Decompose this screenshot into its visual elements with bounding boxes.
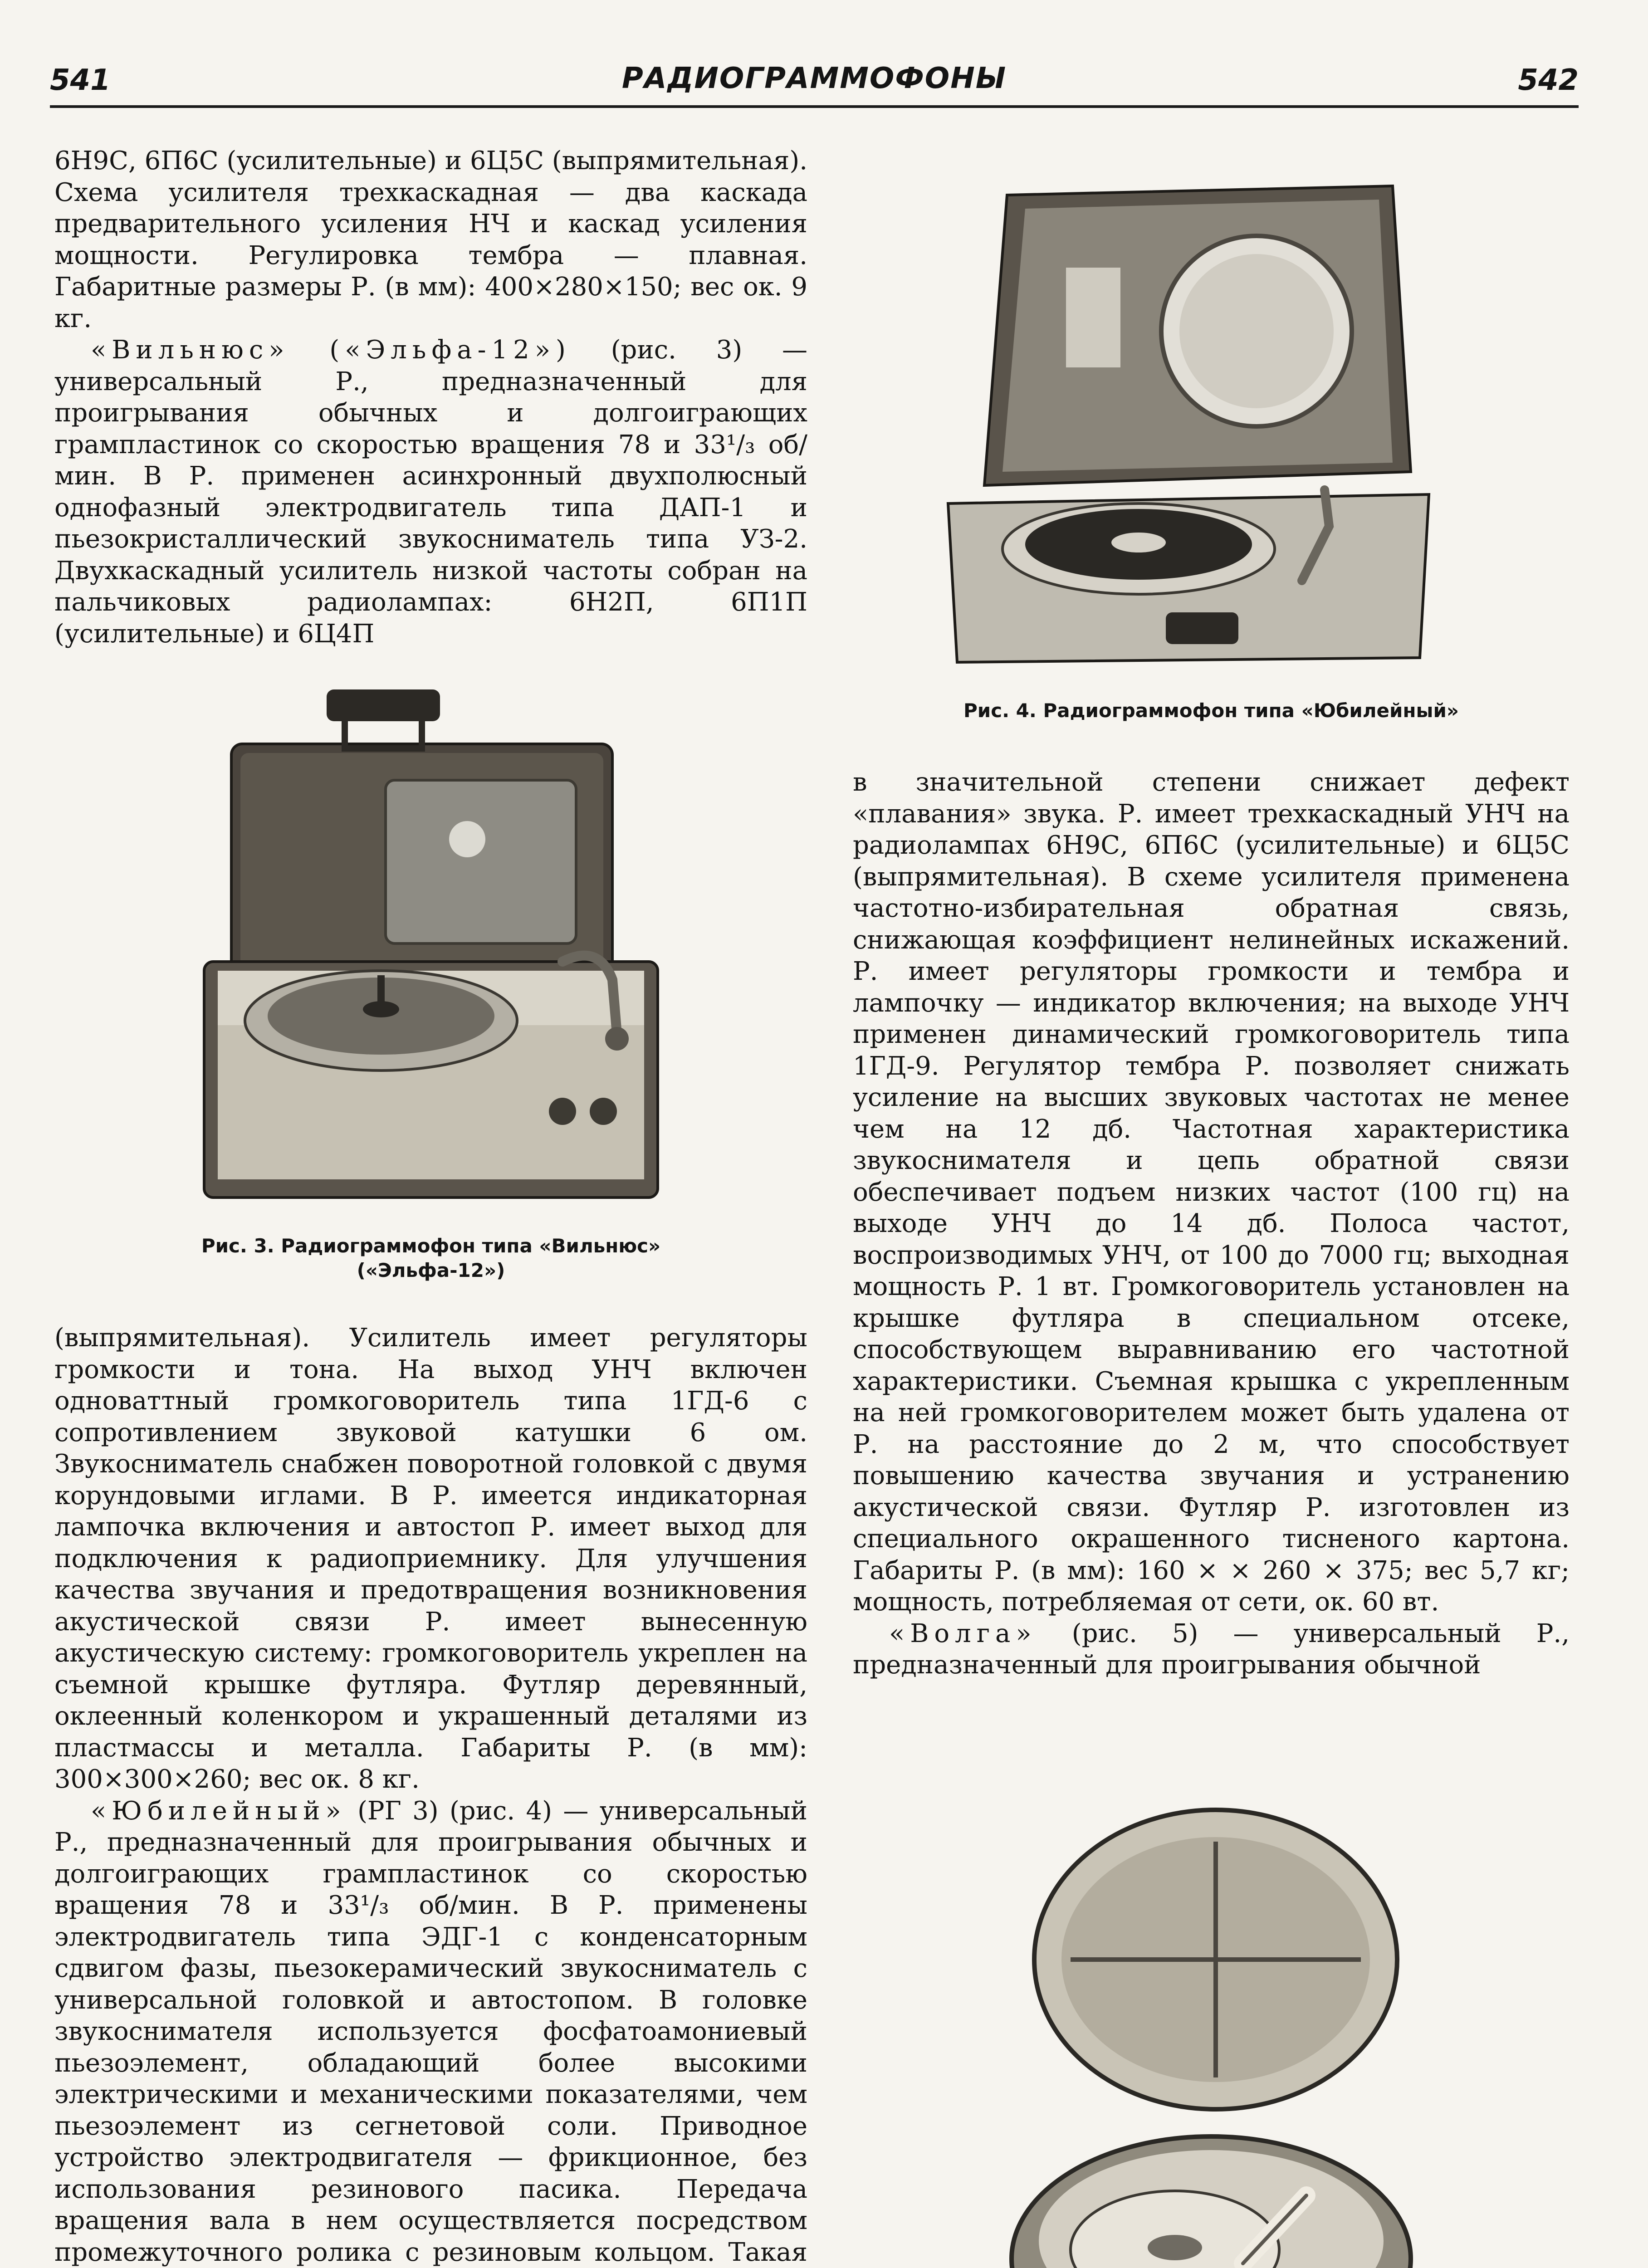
running-title: РАДИОГРАММОФОНЫ	[621, 62, 1007, 95]
page-header	[50, 59, 1579, 100]
paragraph-text: (РГ 3) (рис. 4) — универсальный Р., предназначенный для проигрывания обычных и долгоиграющих грампластинок со скоростью вращения 78 и 33¹/₃ об/мин. В Р. применены электродвигатель типа ЭДГ-1 с конденсаторным сдвигом фазы, пьезокерамический звукосниматель с универсальной головкой и автостопом. В головке звукоснимателя используется фосфатоамониевый пьезоэлемент, обладающий более высокими электрическими и механическими показателями, чем пьезоэлемент из сегнетовой соли. Приводное устройство электродвигателя — фрикционное, без использования резинового пасика. Передача вращения вала в нем осуществляется посредством промежуточного ролика с резиновым кольцом. Такая	[54, 1796, 807, 2267]
header-rule	[50, 105, 1579, 108]
paragraph-volga	[853, 1618, 1570, 1681]
right-text-block-1	[853, 767, 1570, 1681]
figure-4-yubileiny-image	[939, 177, 1438, 667]
paragraph-yubileiny	[54, 1795, 807, 2268]
figure-5-volga-image	[989, 1805, 1433, 2268]
caption-line-1: Рис. 3. Радиограммофон типа «Вильнюс»	[201, 1235, 661, 1257]
page-number-right: 542	[1518, 64, 1579, 97]
paragraph: 6Н9С, 6П6С (усилительные) и 6Ц5С (выпрямительная). Схема усилителя трехкаскадная — два каскада предварительного усиления НЧ и каскад усиления мощности. Регулировка тембра — плавная. Габаритные размеры Р. (в мм): 400×280×150; вес ок. 9 кг.	[54, 146, 807, 333]
left-text-block-1	[54, 145, 807, 650]
paragraph-vilnius	[54, 334, 807, 650]
figure-4-caption: Рис. 4. Радиограммофон типа «Юбилейный»	[963, 699, 1459, 722]
model-name-vilnius: «Вильнюс»	[91, 335, 290, 365]
page-number-left: 541	[50, 64, 111, 97]
paragraph-text: (рис. 3) — универсальный Р., предназначенный для проигрывания обычных и долгоиграющих грампластинок со скоростью вращения 78 и 33¹/₃ об/мин. В Р. применен асинхронный двухполюсный однофазный электродвигатель типа ДАП-1 и пьезокристаллический звукосниматель типа УЗ-2. Двухкаскадный усилитель низкой частоты собран на пальчиковых радиолампах: 6Н2П, 6П1П (усилительные) и 6Ц4П	[54, 335, 807, 649]
figure-3-caption	[113, 1234, 748, 1283]
caption-line-2: («Эльфа-12»)	[357, 1259, 505, 1281]
paragraph-text: (рис. 5) — универсальный Р., предназначенный для проигрывания обычной	[853, 1618, 1570, 1680]
paragraph: (выпрямительная). Усилитель имеет регуляторы громкости и тона. На выход УНЧ включен одноваттный громкоговоритель типа 1ГД-6 с сопротивлением звуковой катушки 6 ом. Звукосниматель снабжен поворотной головкой с двумя корундовыми иглами. В Р. имеется индикаторная лампочка включения и автостоп Р. имеет выход для подключения к радиоприемнику. Для улучшения качества звучания и предотвращения возникновения акустической связи Р. имеет вынесенную акустическую систему: громкоговоритель укреплен на съемной крышке футляра. Футляр деревянный, оклеенный коленкором и украшенный деталями из пластмассы и металла. Габариты Р. (в мм): 300×300×260; вес ок. 8 кг.	[54, 1323, 807, 1794]
model-name-yubileiny: «Юбилейный»	[91, 1796, 347, 1826]
figure-3-vilnius-image	[191, 689, 671, 1225]
left-text-block-2	[54, 1322, 807, 2268]
model-name-volga: «Волга»	[889, 1618, 1037, 1648]
model-alt-name: («Эльфа-12»)	[329, 335, 571, 365]
paragraph: в значительной степени снижает дефект «плавания» звука. Р. имеет трехкаскадный УНЧ на радиолампах 6Н9С, 6П6С (усилительные) и 6Ц5С (выпрямительная). В схеме усилителя применена частотно-избирательная обратная связь, снижающая коэффициент нелинейных искажений. Р. имеет регуляторы громкости и тембра и лампочку — индикатор включения; на выходе УНЧ применен динамический громкоговоритель типа 1ГД-9. Регулятор тембра Р. позволяет снижать усиление на высших звуковых частотах не менее чем на 12 дб. Частотная характеристика звукоснимателя и цепь обратной связи обеспечивает подъем низких частот (100 гц) на выходе УНЧ до 14 дб. Полоса частот, воспроизводимых УНЧ, от 100 до 7000 гц; выходная мощность Р. 1 вт. Громкоговоритель установлен на крышке футляра в специальном отсеке, способствующем выравниванию его частотной характеристики. Съемная крышка с укрепленным на ней громкоговорителем может быть удалена от Р. на расстояние до 2 м, что способствует повышению качества звучания и устранению акустической связи. Футляр Р. изготовлен из специального окрашенного тисненого картона. Габариты Р. (в мм): 160 × × 260 × 375; вес 5,7 кг; мощность, потребляемая от сети, ок. 60 вт.	[853, 767, 1570, 1617]
